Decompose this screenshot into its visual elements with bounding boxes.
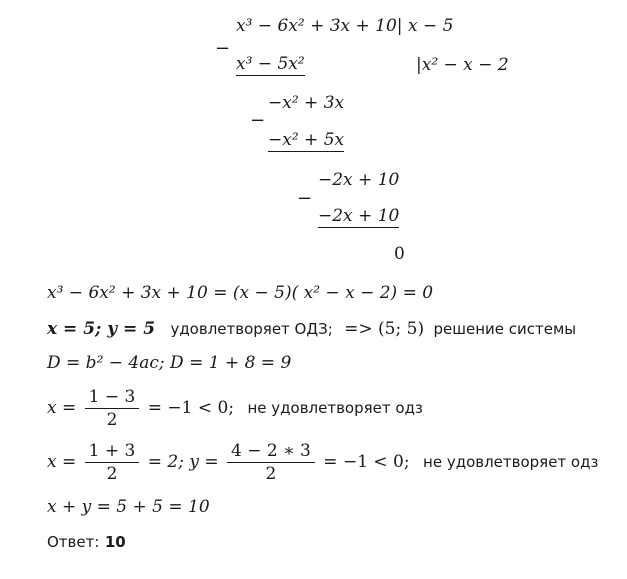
y-fraction xyxy=(227,441,315,484)
root1-note: не удовлетворяет одз xyxy=(247,399,423,417)
y-denominator: 2 xyxy=(265,464,277,484)
root1-denominator: 2 xyxy=(106,410,118,430)
answer-value: 10 xyxy=(104,533,126,551)
final-remainder: 0 xyxy=(394,244,405,264)
root2-rhs: = −1 < 0; xyxy=(323,452,410,472)
discriminant-line: D = b² − 4ac; D = 1 + 8 = 9 xyxy=(47,353,292,373)
satisfies-text: удовлетворяет ОДЗ; xyxy=(170,320,333,338)
root1-rhs: = −1 < 0; xyxy=(147,398,235,418)
subtrahend-3: −2x + 10 xyxy=(318,206,400,226)
root2-denominator: 2 xyxy=(106,464,118,484)
root2-mid: = 2; y = xyxy=(147,452,219,472)
root1-numerator: 1 − 3 xyxy=(85,387,140,409)
subtrahend-1: x³ − 5x² xyxy=(236,54,305,74)
remainder-1: −x² + 3x xyxy=(268,93,345,113)
sum-line: x + y = 5 + 5 = 10 xyxy=(47,497,210,517)
root1-line xyxy=(47,387,423,430)
factorization-line: x³ − 6x² + 3x + 10 = (x − 5)( x² − x − 2) = 0 xyxy=(47,283,434,303)
minus-sign-2: − xyxy=(250,110,266,131)
root2-fraction xyxy=(85,441,140,484)
answer-label: Ответ: xyxy=(47,533,100,551)
minus-sign-3: − xyxy=(297,188,313,209)
minus-sign-1: − xyxy=(215,38,231,59)
root1-fraction xyxy=(85,387,140,430)
system-solution-text: решение системы xyxy=(433,320,577,338)
implies-arrow: => (5; 5) xyxy=(344,319,425,339)
root2-lhs: x = xyxy=(47,452,77,472)
quotient: |x² − x − 2 xyxy=(416,55,509,75)
root-values: x = 5; y = 5 xyxy=(47,319,156,339)
root2-numerator: 1 + 3 xyxy=(85,441,140,463)
y-numerator: 4 − 2 ∗ 3 xyxy=(227,441,315,463)
root2-note: не удовлетворяет одз xyxy=(423,453,599,471)
answer-line xyxy=(47,531,126,553)
remainder-2: −2x + 10 xyxy=(318,170,400,190)
subtrahend-2: −x² + 5x xyxy=(268,130,345,150)
root-check-line xyxy=(47,318,576,340)
dividend-and-divisor: x³ − 6x² + 3x + 10| x − 5 xyxy=(236,16,454,36)
root2-line xyxy=(47,441,598,484)
root1-lhs: x = xyxy=(47,398,77,418)
